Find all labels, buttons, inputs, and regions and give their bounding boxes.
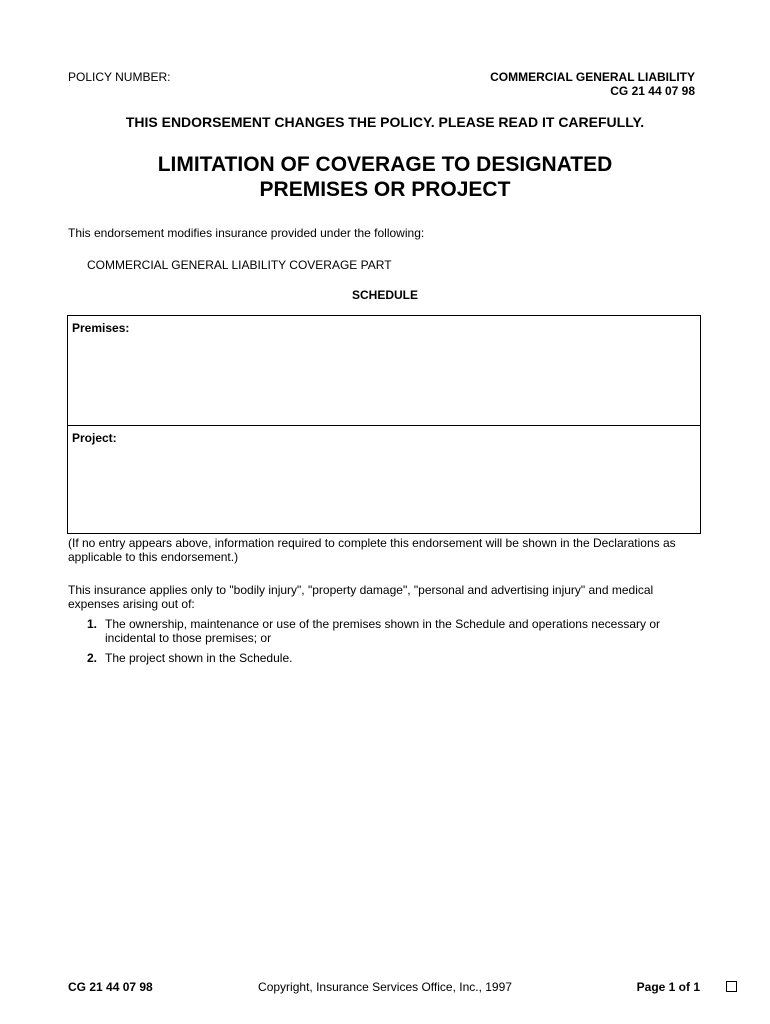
title-line-2: PREMISES OR PROJECT bbox=[259, 178, 511, 201]
applies-text: This insurance applies only to "bodily injury", "property damage", "personal and advertising injury" and medical expenses arising out of: bbox=[68, 583, 654, 611]
list-item-number: 1. bbox=[87, 617, 98, 631]
checkbox-icon bbox=[726, 981, 737, 992]
list-item bbox=[87, 651, 702, 665]
policy-number-label: POLICY NUMBER: bbox=[68, 70, 171, 84]
title-line-1: LIMITATION OF COVERAGE TO DESIGNATED bbox=[157, 153, 613, 176]
endorsement-notice: THIS ENDORSEMENT CHANGES THE POLICY. PLEASE READ IT CAREFULLY. bbox=[125, 114, 645, 130]
form-header bbox=[490, 70, 695, 98]
list-item bbox=[87, 617, 702, 645]
line-of-business: COMMERCIAL GENERAL LIABILITY bbox=[490, 70, 695, 84]
list-item-number: 2. bbox=[87, 651, 98, 665]
list-item-text: The project shown in the Schedule. bbox=[105, 651, 293, 665]
project-cell bbox=[68, 426, 700, 533]
schedule-heading: SCHEDULE bbox=[351, 288, 418, 302]
project-label: Project: bbox=[72, 431, 117, 445]
footer-copyright: Copyright, Insurance Services Office, Inc., 1997 bbox=[258, 980, 512, 994]
schedule-note: (If no entry appears above, information required to complete this endorsement will be shown in the Declarations as applicable to this endorsement.) bbox=[68, 536, 676, 564]
coverage-part: COMMERCIAL GENERAL LIABILITY COVERAGE PART bbox=[87, 258, 392, 272]
schedule-table bbox=[67, 315, 701, 534]
footer-page-number: Page 1 of 1 bbox=[636, 980, 700, 994]
intro-text: This endorsement modifies insurance provided under the following: bbox=[68, 226, 425, 240]
premises-label: Premises: bbox=[72, 321, 130, 335]
list-item-text: The ownership, maintenance or use of the premises shown in the Schedule and operations necessary or incidental to those premises; or bbox=[105, 617, 660, 645]
footer-form-number: CG 21 44 07 98 bbox=[68, 980, 153, 994]
premises-cell bbox=[68, 316, 700, 426]
document-title bbox=[0, 152, 770, 202]
form-number: CG 21 44 07 98 bbox=[610, 84, 695, 98]
